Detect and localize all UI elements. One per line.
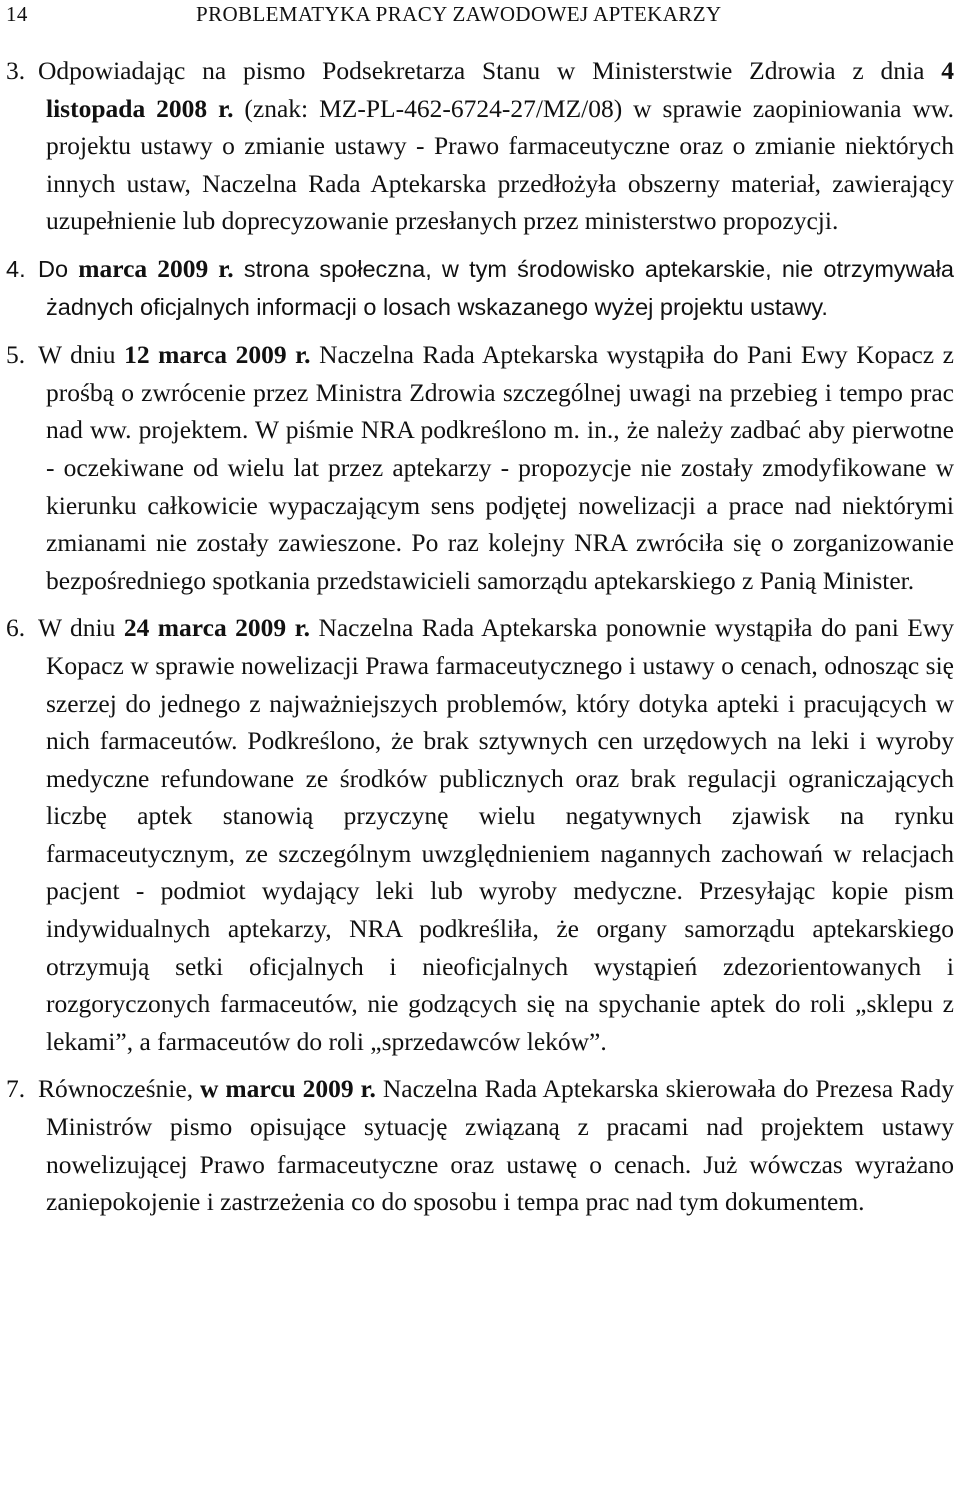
page-number: 14 (6, 2, 28, 26)
paragraph-date-bold: 12 marca 2009 r. (124, 340, 311, 370)
paragraph-date-bold: marca 2009 r. (78, 253, 234, 283)
list-item-6 (6, 609, 954, 1060)
item-number: 6. (6, 613, 26, 643)
item-number: 7. (6, 1074, 26, 1104)
paragraph-text-lead: Równocześnie, (38, 1074, 201, 1104)
list-item-7 (6, 1070, 954, 1220)
paragraph (6, 52, 954, 240)
paragraph-text: (znak: MZ-PL-462-6724-27/MZ/08) w sprawie zaopiniowania ww. projektu ustawy o zmianie ustawy - Prawo farmaceutyczne oraz o zmianie niektórych innych ustaw, Naczelna Rada Aptekarska przedłożyła obszerny materiał, zawierający uzupełnienie lub doprecyzowanie przesłanych przez ministerstwo propozycji. (46, 93, 954, 236)
paragraph (6, 609, 954, 1060)
paragraph-text-lead: Do (38, 255, 79, 282)
running-title: PROBLEMATYKA PRACY ZAWODOWEJ APTEKARZY (196, 2, 722, 26)
paragraph (6, 1070, 954, 1220)
list-item-5 (6, 336, 954, 599)
item-number: 3. (6, 56, 26, 85)
paragraph-date-bold: 24 marca 2009 r. (123, 613, 310, 643)
paragraph-text: Naczelna Rada Aptekarska ponownie wystąpiła do pani Ewy Kopacz w sprawie nowelizacji Prawa farmaceutycznego i ustawy o cenach, odnosząc się szerzej do jednego z najważniejszych problemów, który dotyka apteki i pracujących w nich farmaceutów. Podkreślono, że brak sztywnych cen urzędowych na leki i wyroby medyczne refundowane ze środków publicznych oraz brak regulacji ograniczających liczbę aptek stanowią przyczynę wielu negatywnych zjawisk na rynku farmaceutycznym, ze szczególnym uwzględnieniem nagannych zachowań w relacjach pacjent - podmiot wydający leki lub wyroby medyczne. Przesyłając kopie pism indywidualnych aptekarzy, NRA podkreśliła, że organy samorządu aptekarskiego otrzymują setki oficjalnych i nieoficjalnych wystąpień zdezorientowanych i rozgoryczonych farmaceutów, nie godzących się na spychanie aptek do roli „sklepu z lekami”, a farmaceutów do roli „sprzedawców leków”. (46, 613, 955, 1056)
paragraph-text: Naczelna Rada Aptekarska wystąpiła do Pani Ewy Kopacz z prośbą o zwrócenie przez Ministra Zdrowia szczególnej uwagi na przebieg i tempo prac nad ww. projektem. W piśmie NRA podkreślono m. in., że należy zadbać aby pierwotne - oczekiwane od wielu lat przez aptekarzy - propozycje nie zostały zmodyfikowane w kierunku całkowicie wypaczającym sens podjętej nowelizacji a prace nad niektórymi zmianami nie zostały zawieszone. Po raz kolejny NRA zwróciła się o zorganizowanie bezpośredniego spotkania przedstawicieli samorządu aptekarskiego z Panią Minister. (46, 340, 954, 595)
paragraph-text: Naczelna Rada Aptekarska skierowała do Prezesa Rady Ministrów pismo opisujące sytuację związaną z pracami nad projektem ustawy nowelizującej Prawo farmaceutyczne oraz ustawę o cenach. Już wówczas wyrażano zaniepokojenie i zastrzeżenia co do sposobu i tempa prac nad tym dokumentem. (46, 1074, 954, 1217)
paragraph-text-lead: W dniu (38, 340, 125, 370)
item-number: 4. (6, 255, 26, 282)
paragraph-date-bold: w marcu 2009 r. (200, 1074, 376, 1104)
paragraph-text: strona społeczna, w tym środowisko aptekarskie, nie otrzymywała żadnych oficjalnych informacji o losach wskazanego wyżej projektu ustawy. (46, 255, 954, 320)
paragraph-text-lead: W dniu (38, 613, 124, 643)
list-item-4 (6, 250, 954, 326)
paragraph (6, 336, 954, 599)
item-number: 5. (6, 340, 26, 370)
paragraph-date-bold: 4 listopada 2008 r. (46, 56, 954, 123)
page-header (6, 2, 954, 30)
paragraph (6, 250, 954, 326)
document-body (6, 52, 954, 1231)
list-item-3 (6, 52, 954, 240)
paragraph-text-lead: Odpowiadając na pismo Podsekretarza Stanu w Ministerstwie Zdrowia z dnia (38, 56, 942, 85)
